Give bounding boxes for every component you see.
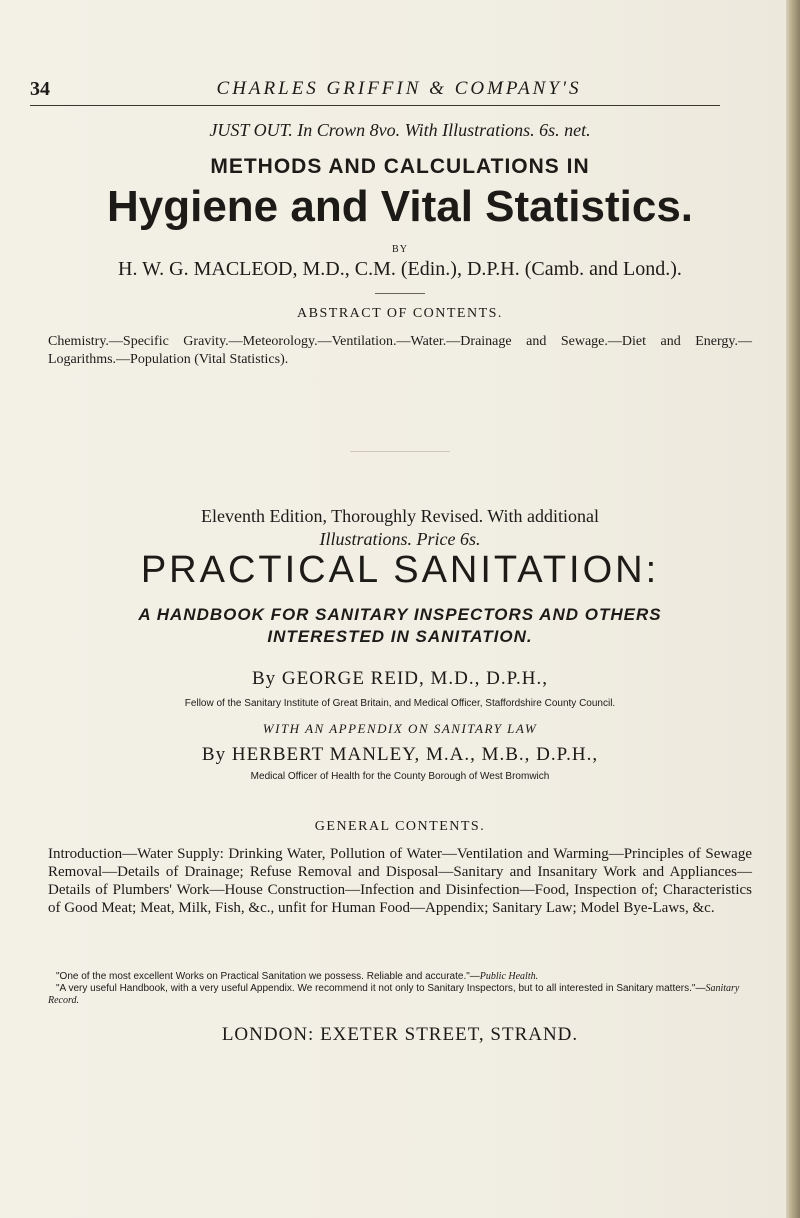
page-number: 34 [30, 78, 50, 100]
book1-title-line1: METHODS AND CALCULATIONS IN [210, 155, 590, 178]
page-header [30, 78, 768, 106]
book2-title: PRACTICAL SANITATION: [140, 549, 660, 591]
book2-subtitle-line1: A HANDBOOK FOR SANITARY INSPECTORS AND OTHERS [138, 605, 662, 624]
publisher-address: LONDON: EXETER STREET, STRAND. [221, 1024, 579, 1045]
page-edge [786, 0, 800, 1218]
book2-edition-line2: Illustrations. Price 6s. [319, 529, 481, 549]
divider-rule [375, 293, 425, 294]
book2-appendix-line: WITH AN APPENDIX ON SANITARY LAW [262, 721, 538, 736]
book2-author1-credentials: Fellow of the Sanitary Institute of Great Britain, and Medical Officer, Staffordshire County Council. [184, 698, 616, 709]
book2-author2: By HERBERT MANLEY, M.A., M.B., D.P.H., [201, 744, 599, 765]
review-quote [48, 971, 752, 983]
book2-contents-heading: GENERAL CONTENTS. [314, 819, 486, 834]
review-quote [48, 983, 752, 1007]
book2-subtitle [40, 604, 760, 648]
book1-abstract-heading: ABSTRACT OF CONTENTS. [297, 306, 503, 321]
book1-title-line2: Hygiene and Vital Statistics. [106, 182, 694, 231]
quote-text: "One of the most excellent Works on Practical Sanitation we possess. Reliable and accurate."— [56, 971, 480, 982]
quote-source: Sanitary Record. [48, 983, 740, 1006]
book2-subtitle-line2: INTERESTED IN SANITATION. [267, 627, 533, 646]
book1-announcement: JUST OUT. In Crown 8vo. With Illustrations. 6s. net. [209, 120, 591, 140]
book2-edition-line1: Eleventh Edition, Thoroughly Revised. With additional [200, 506, 600, 526]
quote-source: Public Health. [479, 971, 539, 982]
book1-abstract: Chemistry.—Specific Gravity.—Meteorology.—Ventilation.—Water.—Drainage and Sewage.—Diet and Energy.—Logarithms.—Population (Vital Statistics). [48, 334, 752, 367]
quote-text: "A very useful Handbook, with a very useful Appendix. We recommend it not only to Sanitary Inspectors, but to all interested in Sanitary matters."— [56, 983, 706, 994]
book2-author2-credentials: Medical Officer of Health for the County Borough of West Bromwich [250, 771, 550, 782]
book1-author: H. W. G. MACLEOD, M.D., C.M. (Edin.), D.P.H. (Camb. and Lond.). [118, 258, 682, 280]
divider-rule [350, 451, 450, 452]
book2-author1: By GEORGE REID, M.D., D.P.H., [251, 668, 549, 689]
book2-contents: Introduction—Water Supply: Drinking Water, Pollution of Water—Ventilation and Warming—Principles of Sewage Removal—Details of Drainage; Refuse Removal and Disposal—Sanitary and Insanitary Work and Appliances—Details of Plumbers' Work—House Construction—Infection and Disinfection—Food, Inspection of; Characteristics of Good Meat; Meat, Milk, Fish, &c., unfit for Human Food—Appendix; Sanitary Law; Model Bye-Laws, &c. [48, 846, 752, 916]
book1-by: BY [392, 244, 408, 255]
running-title: CHARLES GRIFFIN & COMPANY'S [216, 78, 582, 99]
review-quotes [48, 971, 752, 1007]
book2-edition [40, 505, 760, 551]
header-rule [30, 105, 720, 106]
